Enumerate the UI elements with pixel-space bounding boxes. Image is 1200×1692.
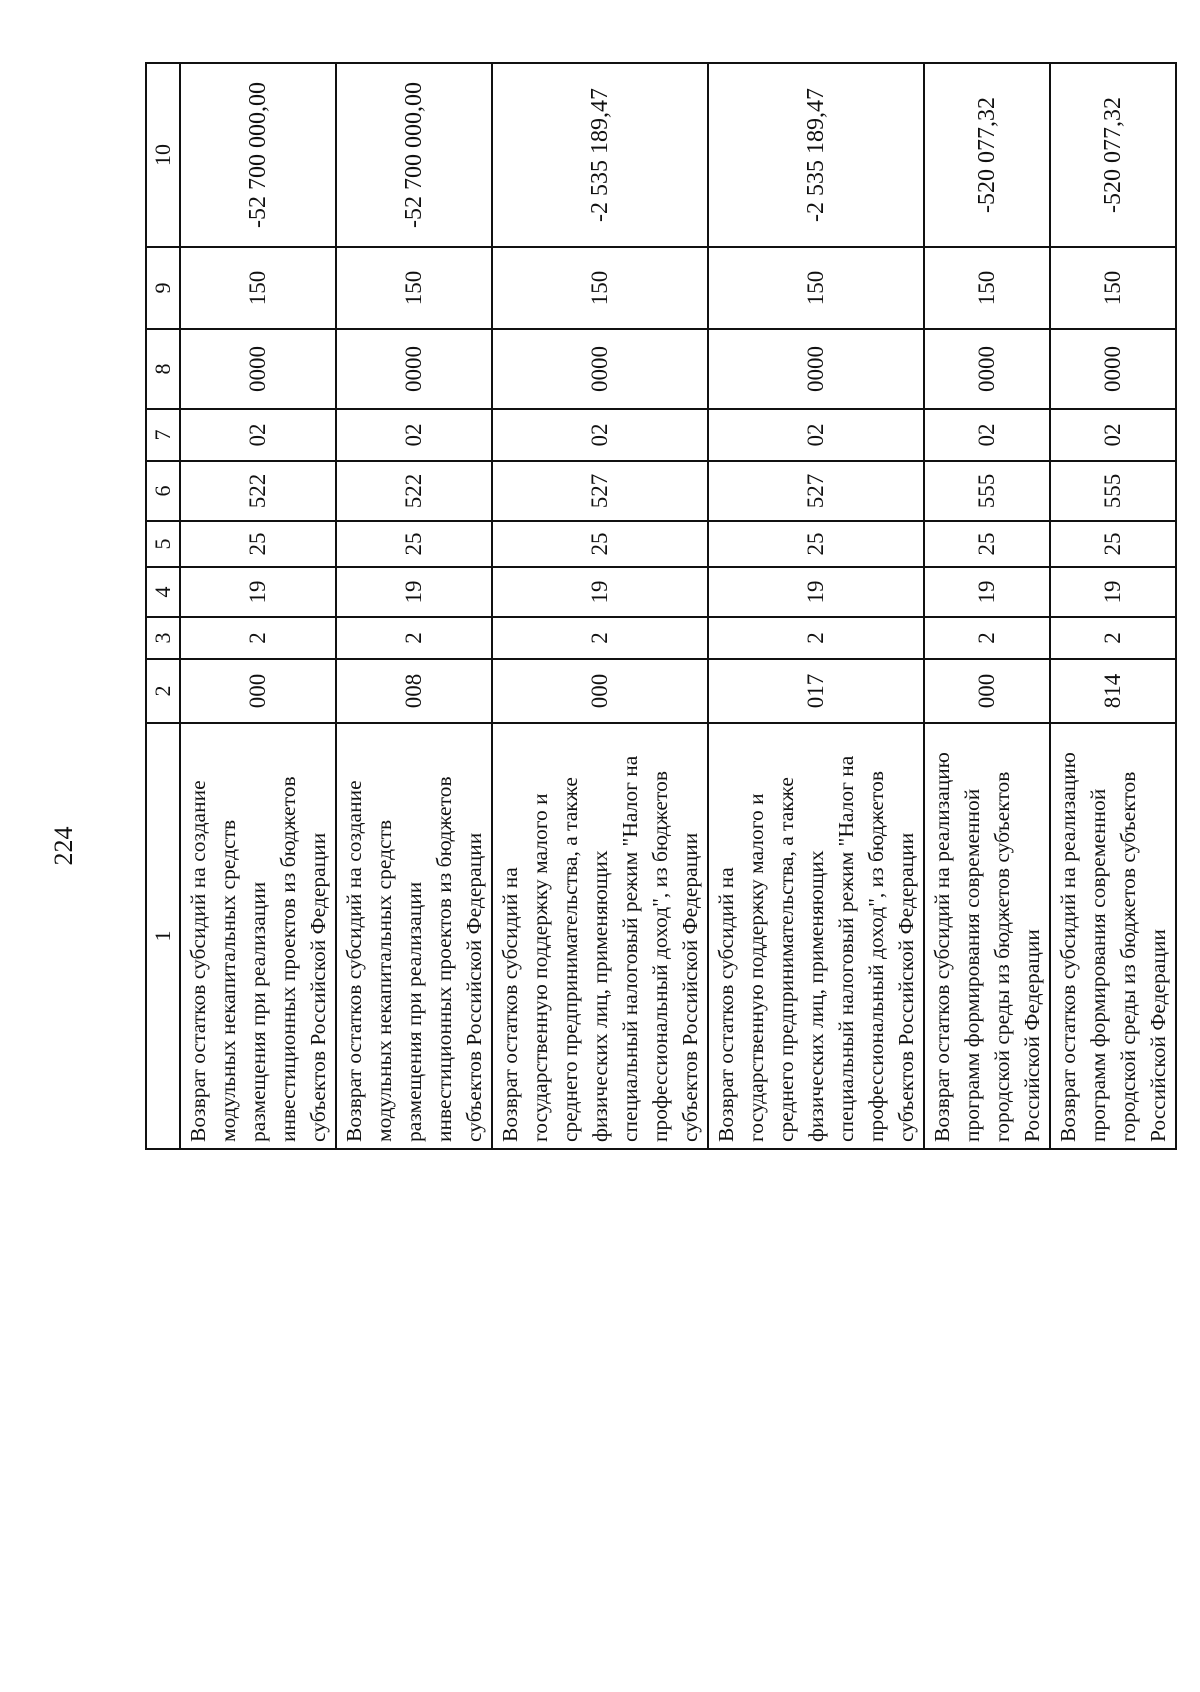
cell-economic-class: 150: [708, 247, 924, 329]
cell-subgroup: 19: [1050, 567, 1176, 617]
cell-element: 02: [1050, 409, 1176, 461]
cell-amount: -52 700 000,00: [336, 63, 492, 247]
table-row: [336, 63, 492, 1149]
cell-program-code: 0000: [180, 329, 336, 409]
cell-group: 2: [708, 617, 924, 659]
table-row: [180, 63, 336, 1149]
budget-table: [145, 62, 1177, 1150]
col-header-3: 3: [146, 617, 180, 659]
col-header-4: 4: [146, 567, 180, 617]
table-row: [1050, 63, 1176, 1149]
col-header-10: 10: [146, 63, 180, 247]
cell-article: 25: [336, 521, 492, 567]
cell-amount: -2 535 189,47: [492, 63, 708, 247]
cell-program-code: 0000: [492, 329, 708, 409]
row-description: Возврат остатков субсидий на государственную поддержку малого и среднего предпринимательства, а также физических лиц, применяющих специальный налоговый режим "Налог на профессиональный доход", из бюджетов субъектов Российской Федерации: [492, 723, 708, 1149]
cell-amount: -2 535 189,47: [708, 63, 924, 247]
cell-admin-code: 814: [1050, 659, 1176, 723]
cell-admin-code: 000: [924, 659, 1050, 723]
col-header-9: 9: [146, 247, 180, 329]
cell-program-code: 0000: [924, 329, 1050, 409]
cell-admin-code: 008: [336, 659, 492, 723]
cell-subarticle: 555: [924, 461, 1050, 521]
cell-program-code: 0000: [336, 329, 492, 409]
row-description: Возврат остатков субсидий на создание модульных некапитальных средств размещения при реализации инвестиционных проектов из бюджетов субъектов Российской Федерации: [180, 723, 336, 1149]
row-description: Возврат остатков субсидий на реализацию программ формирования современной городской среды из бюджетов субъектов Российской Федерации: [924, 723, 1050, 1149]
table-row: [492, 63, 708, 1149]
cell-group: 2: [1050, 617, 1176, 659]
cell-admin-code: 017: [708, 659, 924, 723]
cell-group: 2: [924, 617, 1050, 659]
cell-subarticle: 555: [1050, 461, 1176, 521]
cell-economic-class: 150: [336, 247, 492, 329]
cell-admin-code: 000: [492, 659, 708, 723]
cell-program-code: 0000: [708, 329, 924, 409]
cell-economic-class: 150: [180, 247, 336, 329]
row-description: Возврат остатков субсидий на государственную поддержку малого и среднего предпринимательства, а также физических лиц, применяющих специальный налоговый режим "Налог на профессиональный доход", из бюджетов субъектов Российской Федерации: [708, 723, 924, 1149]
cell-amount: -520 077,32: [924, 63, 1050, 247]
cell-subgroup: 19: [492, 567, 708, 617]
cell-article: 25: [180, 521, 336, 567]
col-header-6: 6: [146, 461, 180, 521]
cell-subgroup: 19: [180, 567, 336, 617]
cell-article: 25: [708, 521, 924, 567]
header-row: [146, 63, 180, 1149]
col-header-8: 8: [146, 329, 180, 409]
cell-element: 02: [336, 409, 492, 461]
cell-amount: -520 077,32: [1050, 63, 1176, 247]
cell-subgroup: 19: [924, 567, 1050, 617]
col-header-1: 1: [146, 723, 180, 1149]
cell-group: 2: [492, 617, 708, 659]
table-row: [708, 63, 924, 1149]
col-header-7: 7: [146, 409, 180, 461]
page-number: 224: [49, 826, 78, 866]
row-description: Возврат остатков субсидий на реализацию программ формирования современной городской среды из бюджетов субъектов Российской Федерации: [1050, 723, 1176, 1149]
cell-amount: -52 700 000,00: [180, 63, 336, 247]
cell-article: 25: [924, 521, 1050, 567]
cell-article: 25: [1050, 521, 1176, 567]
cell-article: 25: [492, 521, 708, 567]
cell-element: 02: [492, 409, 708, 461]
budget-table-rotated: [145, 64, 1170, 1150]
cell-group: 2: [336, 617, 492, 659]
cell-element: 02: [180, 409, 336, 461]
cell-economic-class: 150: [924, 247, 1050, 329]
cell-element: 02: [924, 409, 1050, 461]
col-header-5: 5: [146, 521, 180, 567]
cell-program-code: 0000: [1050, 329, 1176, 409]
cell-subarticle: 522: [180, 461, 336, 521]
cell-group: 2: [180, 617, 336, 659]
cell-economic-class: 150: [1050, 247, 1176, 329]
table-row: [924, 63, 1050, 1149]
cell-subgroup: 19: [708, 567, 924, 617]
cell-economic-class: 150: [492, 247, 708, 329]
col-header-2: 2: [146, 659, 180, 723]
cell-admin-code: 000: [180, 659, 336, 723]
cell-subarticle: 527: [492, 461, 708, 521]
cell-subarticle: 522: [336, 461, 492, 521]
row-description: Возврат остатков субсидий на создание модульных некапитальных средств размещения при реализации инвестиционных проектов из бюджетов субъектов Российской Федерации: [336, 723, 492, 1149]
cell-element: 02: [708, 409, 924, 461]
cell-subarticle: 527: [708, 461, 924, 521]
cell-subgroup: 19: [336, 567, 492, 617]
